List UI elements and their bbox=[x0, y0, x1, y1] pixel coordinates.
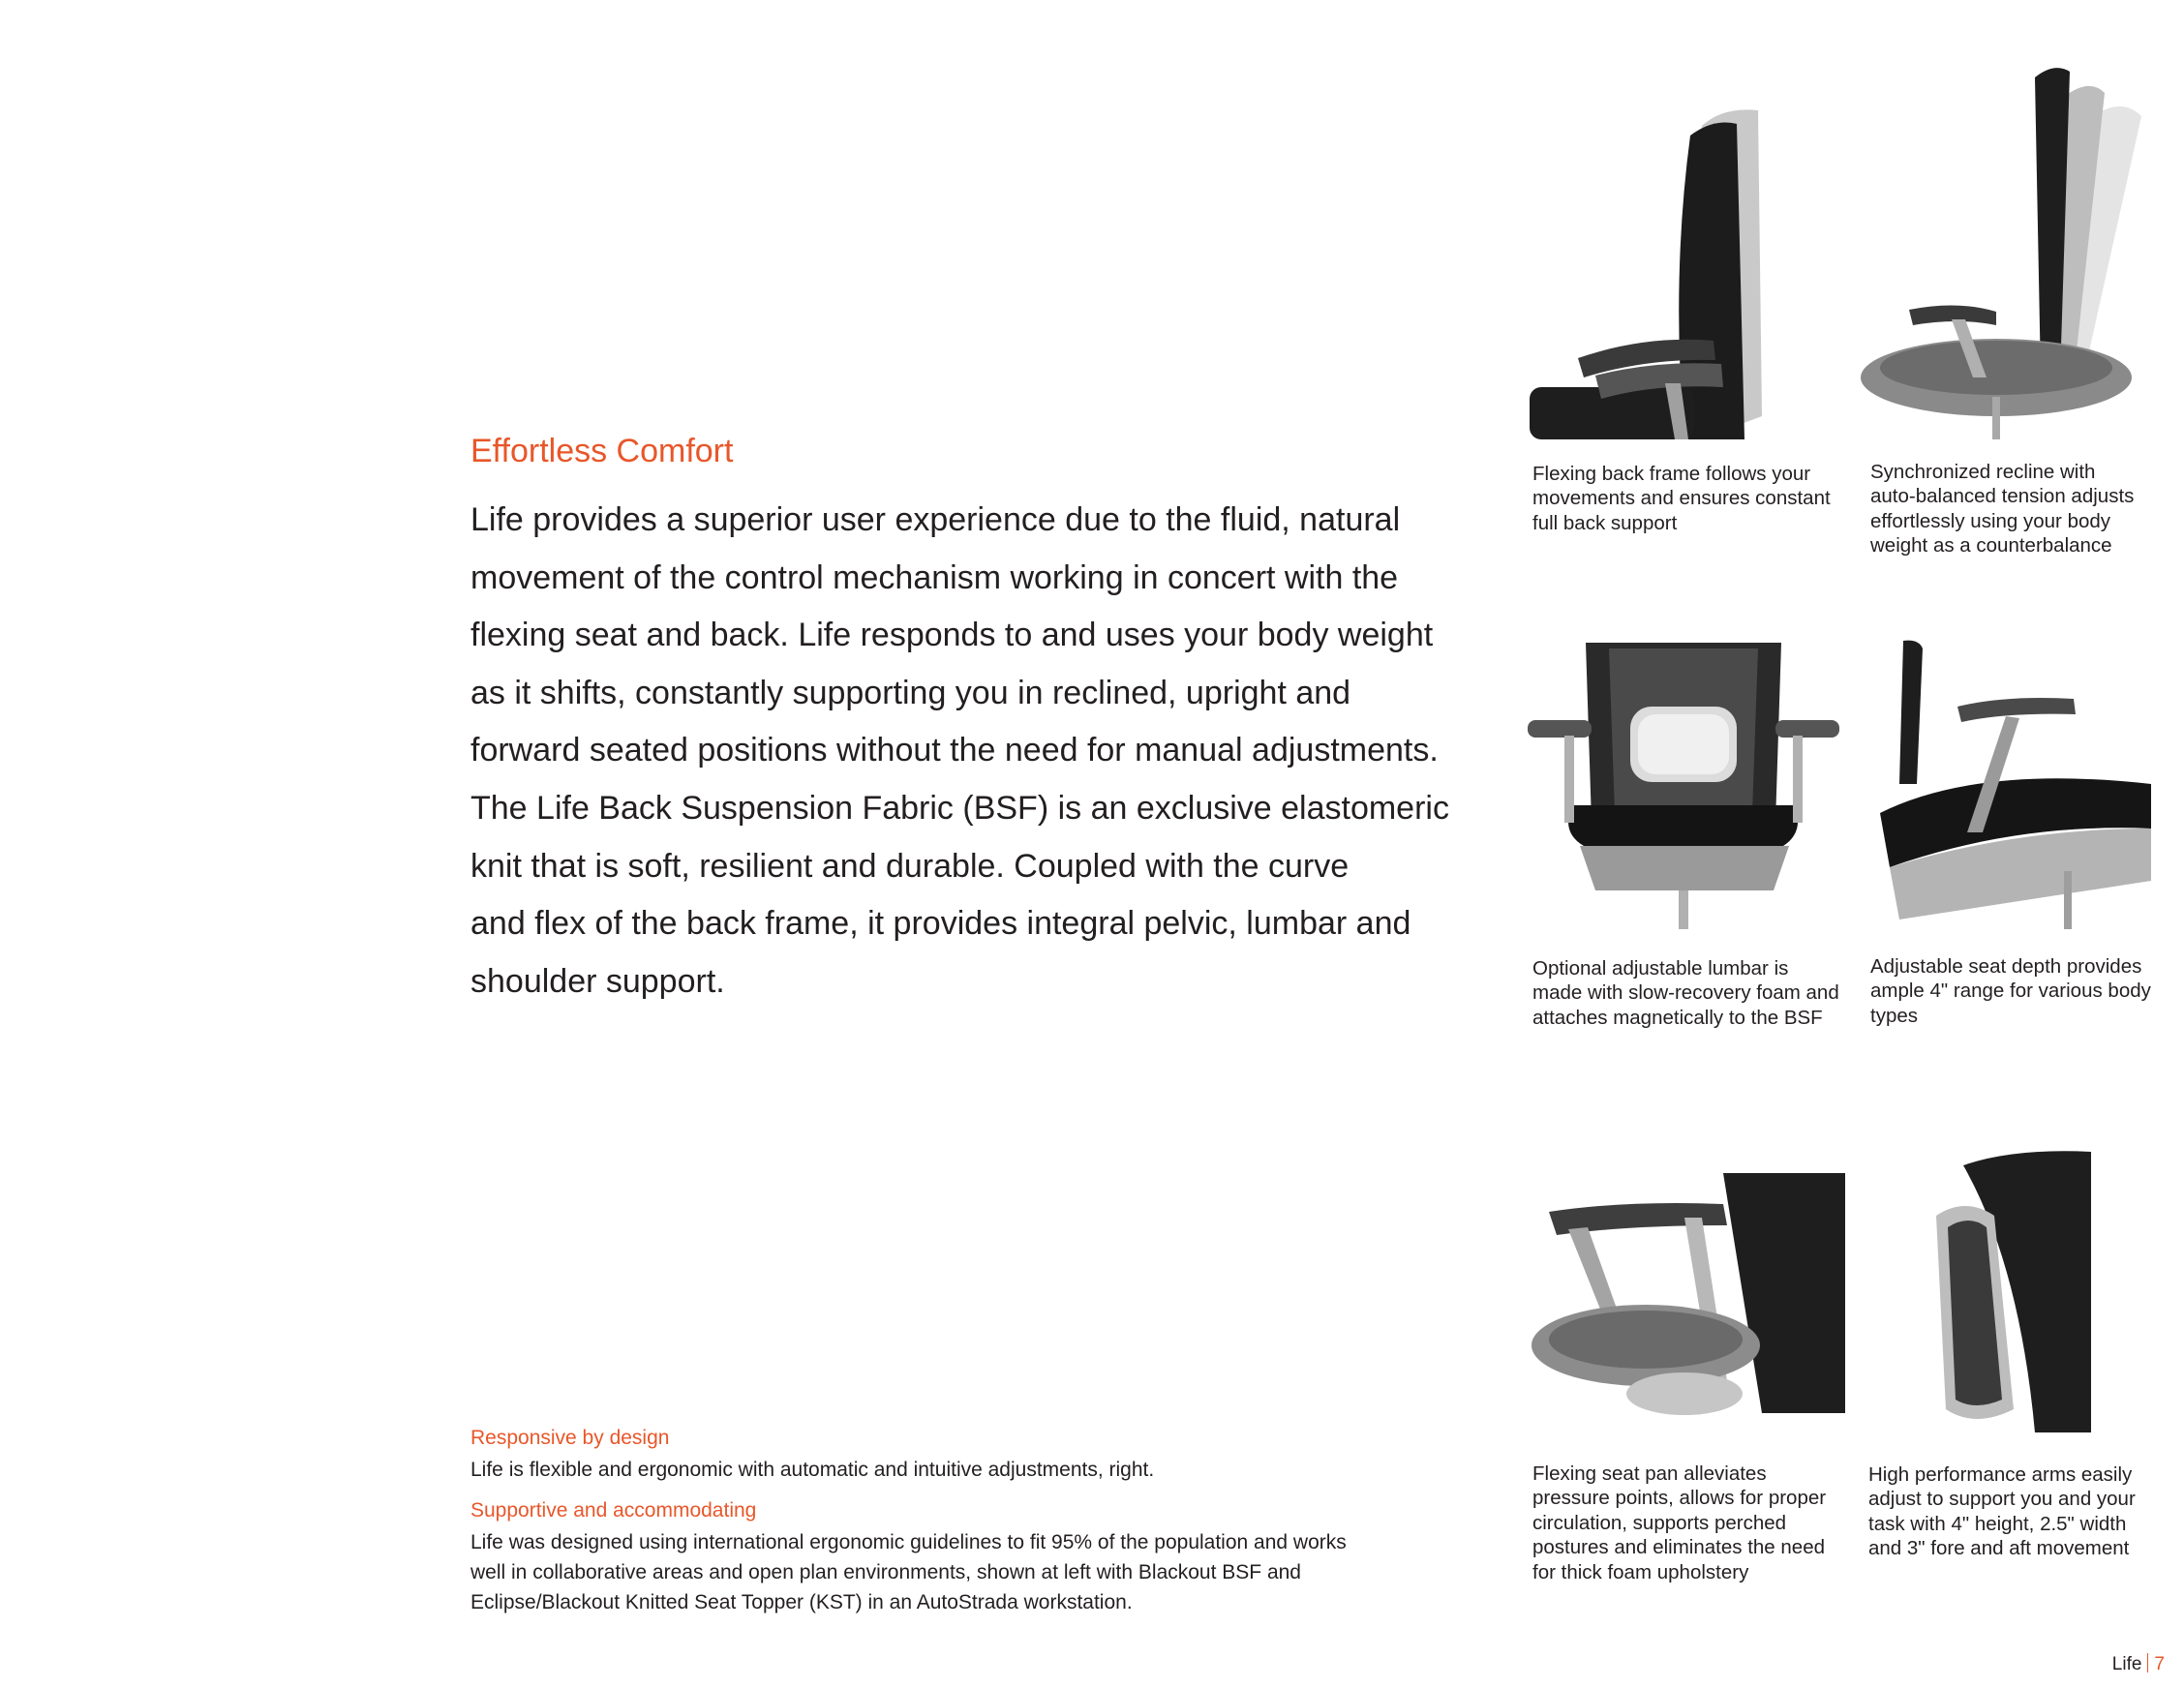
chair-recline-photo bbox=[1851, 58, 2170, 439]
feature-caption bbox=[1868, 1462, 2184, 1561]
caption-line: Flexing seat pan alleviates bbox=[1532, 1462, 1767, 1485]
body-line: movement of the control mechanism working in concert with the bbox=[470, 558, 1399, 596]
body-line: flexing seat and back. Life responds to and uses your body weight bbox=[470, 617, 1434, 654]
chair-seat-depth-photo bbox=[1861, 639, 2170, 929]
chair-arm-photo bbox=[1926, 1148, 2091, 1432]
chair-back-frame-photo bbox=[1530, 97, 1835, 439]
body-line: knit that is soft, resilient and durable. Coupled with the curve bbox=[470, 847, 1350, 885]
body-line: and flex of the back frame, it provides integral pelvic, lumbar and bbox=[470, 905, 1411, 943]
caption-line: and 3" fore and aft movement bbox=[1868, 1537, 2130, 1560]
caption-line: task with 4" height, 2.5" width bbox=[1868, 1512, 2127, 1535]
feature-caption bbox=[1870, 954, 2184, 1028]
caption-line: full back support bbox=[1532, 511, 1678, 534]
caption-line: Synchronized recline with bbox=[1870, 461, 2096, 483]
caption-line: circulation, supports perched bbox=[1532, 1511, 1787, 1534]
caption-line: made with slow-recovery foam and bbox=[1532, 981, 1839, 1005]
feature-caption bbox=[1870, 460, 2184, 558]
body-line: Life provides a superior user experience due to the fluid, natural bbox=[470, 501, 1401, 538]
caption-line: ample 4" range for various body bbox=[1870, 980, 2151, 1003]
caption-line: adjust to support you and your bbox=[1868, 1488, 2136, 1511]
caption-line: weight as a counterbalance bbox=[1870, 534, 2112, 558]
caption-line: types bbox=[1870, 1004, 1918, 1027]
body-line: The Life Back Suspension Fabric (BSF) is an exclusive elastomeric bbox=[470, 789, 1449, 827]
caption-line: attaches magnetically to the BSF bbox=[1532, 1006, 1823, 1029]
feature-caption bbox=[1532, 462, 1852, 535]
caption-line: Optional adjustable lumbar is bbox=[1532, 957, 1789, 980]
caption-line: effortlessly using your body bbox=[1870, 509, 2111, 532]
note-line: Eclipse/Blackout Knitted Seat Topper (KST) in an AutoStrada workstation. bbox=[470, 1591, 1133, 1613]
note-body-responsive bbox=[470, 1455, 1154, 1485]
body-line: forward seated positions without the need for manual adjustments. bbox=[470, 732, 1439, 769]
footer-divider bbox=[2147, 1653, 2148, 1673]
chair-lumbar-photo bbox=[1522, 639, 1845, 929]
note-title-responsive: Responsive by design bbox=[470, 1427, 670, 1449]
caption-line: postures and eliminates the need bbox=[1532, 1536, 1826, 1559]
feature-caption bbox=[1532, 956, 1852, 1030]
caption-line: Flexing back frame follows your bbox=[1532, 463, 1811, 485]
caption-line: auto-balanced tension adjusts bbox=[1870, 485, 2135, 508]
note-line: Life is flexible and ergonomic with automatic and intuitive adjustments, right. bbox=[470, 1459, 1155, 1481]
note-line: well in collaborative areas and open plan environments, shown at left with Blackout BSF and bbox=[470, 1561, 1301, 1583]
caption-line: pressure points, allows for proper bbox=[1532, 1487, 1827, 1510]
feature-caption bbox=[1532, 1462, 1852, 1584]
caption-line: for thick foam upholstery bbox=[1532, 1560, 1749, 1583]
body-line: shoulder support. bbox=[470, 962, 725, 1000]
section-heading: Effortless Comfort bbox=[470, 433, 734, 469]
chair-seat-pan-photo bbox=[1530, 1161, 1845, 1432]
page-footer bbox=[2112, 1653, 2165, 1675]
body-line: as it shifts, constantly supporting you in reclined, upright and bbox=[470, 674, 1351, 711]
footer-product: Life bbox=[2111, 1654, 2142, 1674]
note-line: Life was designed using international ergonomic guidelines to fit 95% of the population and works bbox=[470, 1531, 1347, 1553]
note-title-supportive: Supportive and accommodating bbox=[470, 1499, 757, 1522]
caption-line: Adjustable seat depth provides bbox=[1870, 955, 2142, 978]
note-body-supportive bbox=[470, 1527, 1347, 1617]
body-paragraph bbox=[470, 492, 1449, 1010]
page-number: 7 bbox=[2154, 1654, 2165, 1674]
caption-line: High performance arms easily bbox=[1868, 1463, 2133, 1486]
caption-line: movements and ensures constant bbox=[1532, 487, 1831, 510]
